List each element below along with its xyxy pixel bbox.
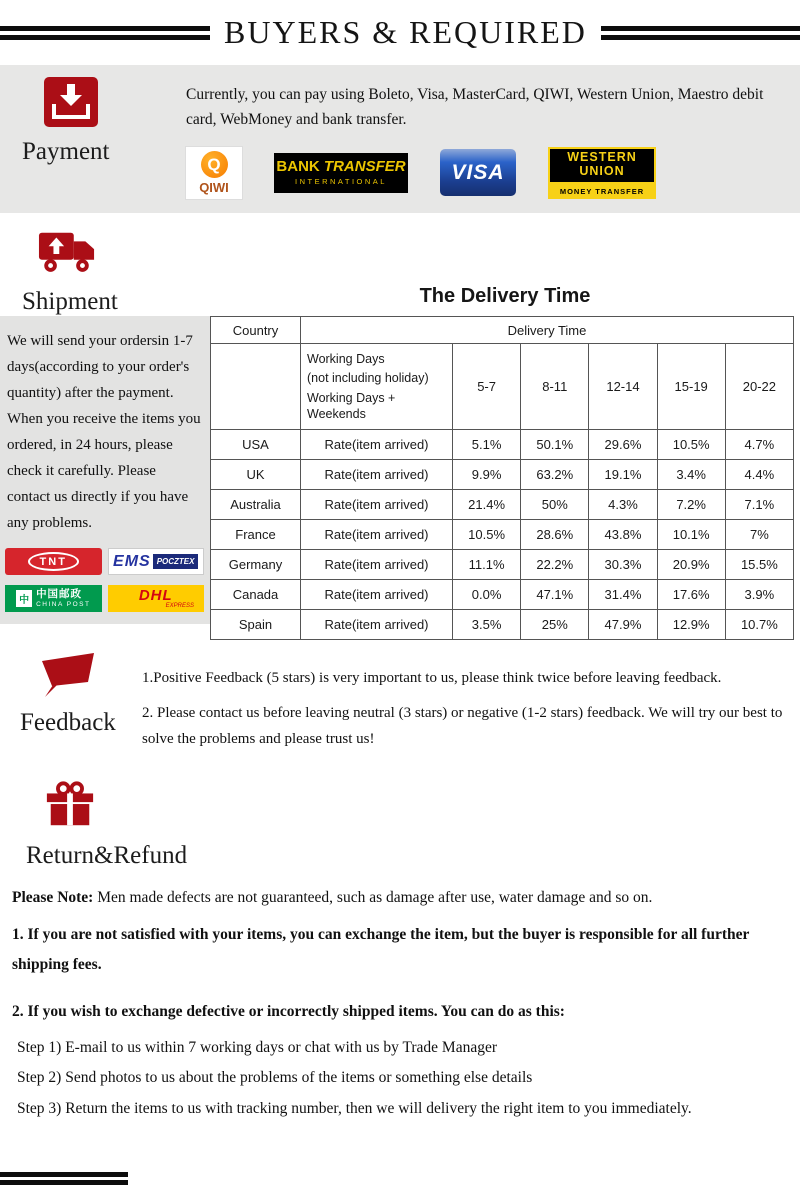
returns-note-text: Men made defects are not guaranteed, such as damage after use, water damage and so on.: [93, 888, 653, 906]
rate-cell: 20.9%: [657, 550, 725, 580]
table-row: [211, 550, 794, 580]
rate-cell: 3.4%: [657, 460, 725, 490]
dhl-logo: [108, 585, 205, 612]
bank-transfer-word1: BANK: [276, 158, 320, 176]
rate-cell: 10.5%: [657, 430, 725, 460]
rate-cell: 15.5%: [725, 550, 793, 580]
table-row: [211, 460, 794, 490]
rate-cell: 12.9%: [657, 610, 725, 640]
country-cell: Germany: [211, 550, 301, 580]
visa-label: VISA: [451, 160, 505, 184]
rate-cell: 4.7%: [725, 430, 793, 460]
delivery-table-body: [211, 317, 794, 640]
empty-cell: [211, 344, 301, 430]
rate-cell: 19.1%: [589, 460, 657, 490]
ems-pocztex-logo: [108, 548, 205, 575]
dhl-label: DHL: [138, 587, 173, 604]
range-cell: 12-14: [589, 344, 657, 430]
page-title: BUYERS & REQUIRED: [224, 14, 587, 50]
feedback-point-1: 1.Positive Feedback (5 stars) is very important to us, please think twice before leaving feedback.: [142, 670, 722, 686]
returns-note-label: Please Note:: [12, 888, 94, 906]
returns-point-2: 2. If you wish to exchange defective or incorrectly shipped items. You can do as this:: [12, 1003, 565, 1021]
country-cell: Canada: [211, 580, 301, 610]
feedback-content: [142, 652, 800, 753]
rate-label-cell: Rate(item arrived): [301, 490, 453, 520]
western-union-word1: WESTERN: [567, 150, 637, 165]
table-row: [211, 430, 794, 460]
rate-cell: 43.8%: [589, 520, 657, 550]
header: [0, 0, 800, 51]
bank-transfer-line2: INTERNATIONAL: [295, 177, 387, 187]
returns-section: [0, 779, 800, 1124]
country-cell: Australia: [211, 490, 301, 520]
carrier-logo-grid: [5, 548, 204, 612]
table-row: [211, 490, 794, 520]
rate-cell: 29.6%: [589, 430, 657, 460]
rate-cell: 7.2%: [657, 490, 725, 520]
tnt-label: TNT: [39, 555, 67, 568]
payment-logo-row: [186, 147, 786, 199]
payment-section: [0, 65, 800, 213]
range-cell: 20-22: [725, 344, 793, 430]
shipment-head: [0, 229, 800, 316]
western-union-logo: [548, 147, 656, 199]
range-cell: 15-19: [657, 344, 725, 430]
returns-note: [12, 886, 788, 911]
dhl-express-label: EXPRESS: [165, 603, 194, 609]
china-post-text: [36, 589, 90, 608]
country-header: Country: [211, 317, 301, 344]
shipment-section: [0, 229, 800, 640]
table-row: [211, 610, 794, 640]
rate-cell: 47.9%: [589, 610, 657, 640]
payment-content: [186, 77, 790, 199]
rate-cell: 4.4%: [725, 460, 793, 490]
visa-logo: [440, 149, 516, 196]
header-rule-right: [601, 26, 800, 40]
delivery-time-header: Delivery Time: [301, 317, 794, 344]
country-cell: USA: [211, 430, 301, 460]
range-cell: 5-7: [453, 344, 521, 430]
bank-transfer-word2: TRANSFER: [323, 158, 406, 176]
rate-cell: 50.1%: [521, 430, 589, 460]
ems-label: EMS: [113, 552, 151, 570]
payment-tray-icon: [44, 77, 98, 132]
returns-title: Return&Refund: [26, 841, 188, 869]
delivery-time-heading: The Delivery Time: [419, 285, 591, 307]
rate-label-cell: Rate(item arrived): [301, 610, 453, 640]
western-union-strip: MONEY TRANSFER: [548, 184, 656, 199]
western-union-top: [548, 147, 656, 184]
rate-label-cell: Rate(item arrived): [301, 460, 453, 490]
country-cell: Spain: [211, 610, 301, 640]
table-row: [211, 580, 794, 610]
truck-icon: [38, 229, 96, 282]
working-days-cell: [301, 344, 453, 430]
rate-cell: 10.7%: [725, 610, 793, 640]
delivery-time-table: [210, 316, 794, 640]
bank-transfer-logo: [274, 153, 408, 193]
rate-cell: 10.1%: [657, 520, 725, 550]
rate-cell: 21.4%: [453, 490, 521, 520]
rate-cell: 17.6%: [657, 580, 725, 610]
qiwi-icon: Q: [201, 151, 228, 178]
returns-step-3: Step 3) Return the items to us with tracking number, then we will delivery the right item to you immediately.: [17, 1100, 692, 1118]
rate-cell: 5.1%: [453, 430, 521, 460]
feedback-section: [0, 652, 800, 753]
rate-label-cell: Rate(item arrived): [301, 520, 453, 550]
table-row: [211, 520, 794, 550]
rate-cell: 28.6%: [521, 520, 589, 550]
working-days-line: Working Days + Weekends: [307, 390, 396, 421]
rate-cell: 3.5%: [453, 610, 521, 640]
payment-title: Payment: [22, 138, 110, 165]
rate-cell: 30.3%: [589, 550, 657, 580]
table-header-row: [211, 317, 794, 344]
shipment-note-panel: [0, 316, 210, 624]
bank-transfer-line1: [276, 159, 405, 174]
header-rule-left: [0, 26, 210, 40]
country-cell: France: [211, 520, 301, 550]
tnt-oval: [28, 552, 79, 571]
tnt-logo: [5, 548, 102, 575]
feedback-point-2: 2. Please contact us before leaving neutral (3 stars) or negative (1-2 stars) feedback. We will try our best to solve the problems and please trust us!: [142, 705, 783, 748]
payment-description: Currently, you can pay using Boleto, Visa, MasterCard, QIWI, Western Union, Maestro debit card, WebMoney and bank transfer.: [186, 86, 764, 128]
rate-cell: 63.2%: [521, 460, 589, 490]
rate-cell: 10.5%: [453, 520, 521, 550]
china-post-emblem-icon: 中: [16, 590, 32, 607]
rate-label-cell: Rate(item arrived): [301, 580, 453, 610]
returns-label-block: [12, 779, 788, 870]
china-post-cn: 中国邮政: [36, 588, 83, 600]
gift-icon: [44, 779, 96, 836]
rate-cell: 0.0%: [453, 580, 521, 610]
qiwi-label: QIWI: [199, 179, 229, 195]
western-union-word2: UNION: [579, 164, 625, 179]
qiwi-logo: [186, 147, 242, 199]
rate-cell: 7%: [725, 520, 793, 550]
china-post-logo: [5, 585, 102, 612]
working-days-line: Working Days: [307, 352, 385, 366]
rate-cell: 47.1%: [521, 580, 589, 610]
rate-cell: 3.9%: [725, 580, 793, 610]
table-subheader-row: [211, 344, 794, 430]
shipment-label-block: [0, 229, 210, 316]
feedback-label-block: [0, 652, 142, 753]
rate-cell: 50%: [521, 490, 589, 520]
payment-label-block: [0, 77, 186, 199]
returns-point-1: 1. If you are not satisfied with your items, you can exchange the item, but the buyer is responsible for all further shipping fees.: [12, 926, 750, 973]
returns-step-1: Step 1) E-mail to us within 7 working days or chat with us by Trade Manager: [17, 1038, 498, 1056]
rate-cell: 4.3%: [589, 490, 657, 520]
shipment-title: Shipment: [22, 288, 118, 315]
rate-cell: 11.1%: [453, 550, 521, 580]
rate-cell: 31.4%: [589, 580, 657, 610]
speech-banner-icon: [38, 652, 96, 703]
rate-cell: 9.9%: [453, 460, 521, 490]
china-post-en: CHINA POST: [36, 600, 91, 608]
working-days-line: (not including holiday): [307, 371, 429, 386]
bottom-rule: [0, 1172, 128, 1185]
shipment-body: [0, 316, 800, 640]
rate-label-cell: Rate(item arrived): [301, 430, 453, 460]
returns-step-2: Step 2) Send photos to us about the problems of the items or something else details: [17, 1069, 533, 1087]
shipment-note-text: We will send your ordersin 1-7 days(according to your order's quantity) after the payment. When you receive the items you ordered, in 24 hours, please check it carefully. Please contact us directly if you have any problems.: [7, 333, 201, 531]
range-cell: 8-11: [521, 344, 589, 430]
feedback-title: Feedback: [20, 709, 116, 736]
pocztex-label: POCZTEX: [153, 554, 199, 569]
rate-label-cell: Rate(item arrived): [301, 550, 453, 580]
country-cell: UK: [211, 460, 301, 490]
rate-cell: 25%: [521, 610, 589, 640]
rate-cell: 22.2%: [521, 550, 589, 580]
rate-cell: 7.1%: [725, 490, 793, 520]
